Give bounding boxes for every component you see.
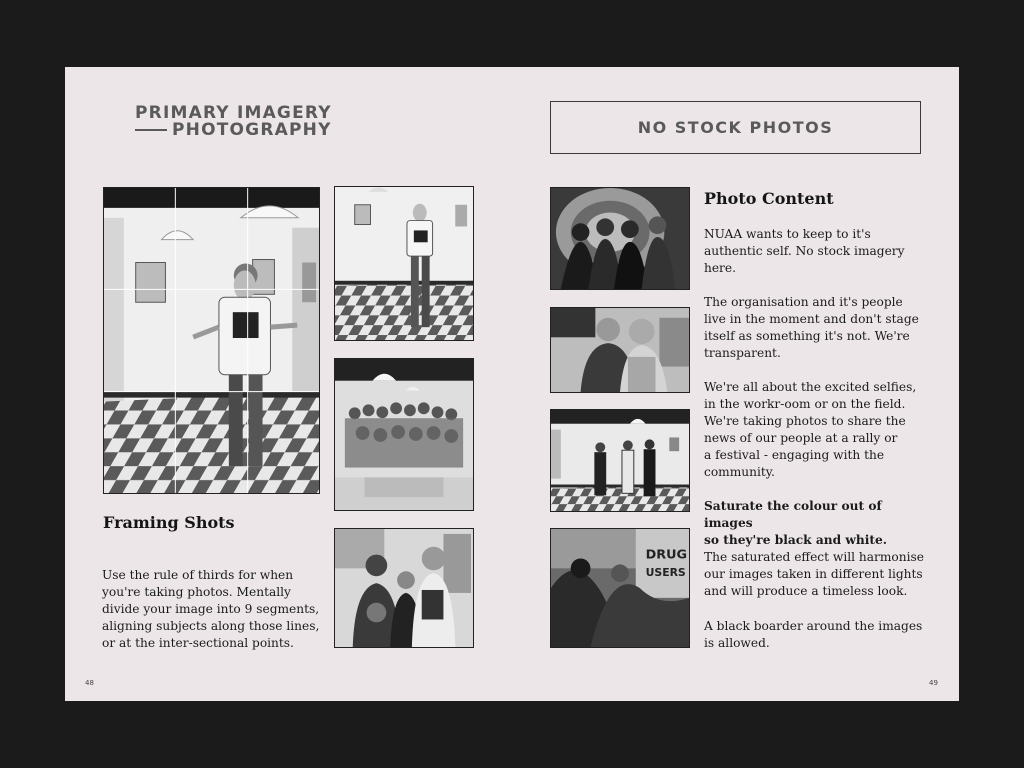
page-number-right: 49 — [929, 679, 938, 687]
svg-text:USERS: USERS — [645, 566, 686, 580]
header-line-2: PHOTOGRAPHY — [172, 120, 332, 140]
banner-text: NO STOCK PHOTOS — [637, 118, 834, 137]
svg-text:DRUG: DRUG — [645, 547, 688, 563]
header-line-1: PRIMARY IMAGERY — [135, 103, 332, 123]
group-selfie-photo — [550, 187, 690, 290]
three-people-photo — [334, 528, 474, 648]
framing-shots-body: Use the rule of thirds for when you're taking photos. Mentally divide your image into 9 segments, aligning subjects along those lines, or at the inter-sectional points. — [102, 568, 320, 650]
gallery-people-photo — [550, 409, 690, 512]
book-spread — [65, 67, 959, 701]
header-rule — [135, 129, 167, 131]
rule-of-thirds-photo — [103, 187, 320, 494]
page-number-left: 48 — [85, 679, 94, 687]
rally-photo — [550, 528, 690, 648]
photo-content-title: Photo Content — [704, 189, 834, 208]
two-person-selfie-photo — [550, 307, 690, 393]
standing-person-photo — [334, 186, 474, 341]
photo-content-paragraph-3: We're all about the excited selfies, in the workr-oom or on the field. We're taking photos to share the news of our people at a rally or a festival - engaging with the community. — [704, 380, 917, 479]
photo-content-paragraph-5: The saturated effect will harmonise our images taken in different lights and will produce a timeless look. — [704, 550, 924, 598]
photo-content-paragraph-2: The organisation and it's people live in the moment and don't stage itself as something it's not. We're transparent. — [704, 295, 919, 360]
no-stock-photos-banner — [550, 101, 921, 154]
photo-content-paragraph-6: A black boarder around the images is allowed. — [704, 619, 923, 650]
photo-content-paragraph-1: NUAA wants to keep to it's authentic self. No stock imagery here. — [704, 227, 905, 275]
photo-content-paragraph-4: Saturate the colour out of images so they're black and white. — [704, 499, 887, 547]
group-photo — [334, 358, 474, 511]
framing-shots-title: Framing Shots — [103, 513, 235, 532]
